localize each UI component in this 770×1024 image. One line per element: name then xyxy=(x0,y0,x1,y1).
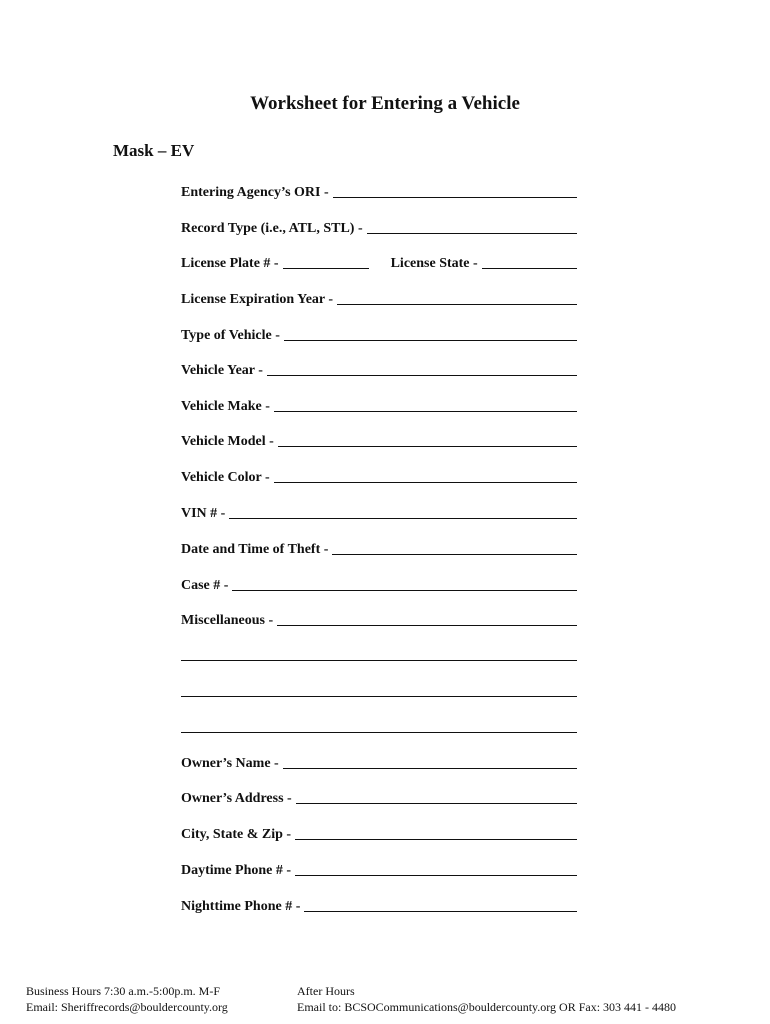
field-license-exp xyxy=(181,290,577,308)
misc-extra-line[interactable] xyxy=(181,660,577,661)
field-owner-address xyxy=(181,789,577,807)
input-line[interactable] xyxy=(295,874,577,876)
field-label: License Expiration Year - xyxy=(181,292,334,307)
after-hours-contact: Email to: BCSOCommunications@bouldercounty.org OR Fax: 303 441 - 4480 xyxy=(297,1000,677,1014)
input-line[interactable] xyxy=(267,374,577,376)
field-label: Owner’s Address - xyxy=(181,791,292,806)
field-label: Daytime Phone # - xyxy=(181,863,292,878)
field-label: Nighttime Phone # - xyxy=(181,899,301,914)
field-label: Entering Agency’s ORI - xyxy=(181,185,329,200)
field-label: Miscellaneous - xyxy=(181,613,274,628)
misc-extra-line[interactable] xyxy=(181,696,577,697)
input-line[interactable] xyxy=(304,910,577,912)
field-label: Vehicle Color - xyxy=(181,470,270,485)
field-label: Type of Vehicle - xyxy=(181,328,280,343)
business-hours: Business Hours 7:30 a.m.-5:00p.m. M-F xyxy=(26,984,221,998)
field-day-phone xyxy=(181,861,577,879)
input-line[interactable] xyxy=(274,410,577,412)
field-label: Date and Time of Theft - xyxy=(181,542,329,557)
after-hours-heading: After Hours xyxy=(297,984,355,998)
field-label: VIN # - xyxy=(181,506,226,521)
field-vin xyxy=(181,504,577,522)
input-line[interactable] xyxy=(283,767,577,769)
field-label: Vehicle Model - xyxy=(181,434,274,449)
footer-right xyxy=(297,983,676,1015)
input-line[interactable] xyxy=(277,624,577,626)
input-line[interactable] xyxy=(278,445,577,447)
input-line[interactable] xyxy=(229,517,577,519)
field-misc xyxy=(181,611,577,629)
input-line[interactable] xyxy=(232,589,577,591)
field-case xyxy=(181,576,577,594)
field-owner-name xyxy=(181,754,577,772)
field-vehicle-make xyxy=(181,397,577,415)
field-record-type xyxy=(181,219,577,237)
field-vehicle-color xyxy=(181,468,577,486)
field-label: Record Type (i.e., ATL, STL) - xyxy=(181,221,363,236)
section-heading: Mask – EV xyxy=(113,141,195,160)
field-label: License Plate # - xyxy=(181,256,279,271)
input-line[interactable] xyxy=(332,553,577,555)
input-line[interactable] xyxy=(274,481,577,483)
field-label: Vehicle Make - xyxy=(181,399,270,414)
field-label: Vehicle Year - xyxy=(181,363,263,378)
misc-extra-line[interactable] xyxy=(181,732,577,733)
field-vehicle-type xyxy=(181,326,577,344)
field-vehicle-year xyxy=(181,361,577,379)
input-line[interactable] xyxy=(284,339,577,341)
field-label: City, State & Zip - xyxy=(181,827,292,842)
field-night-phone xyxy=(181,897,577,915)
footer-left xyxy=(26,983,228,1015)
field-theft-datetime xyxy=(181,540,577,558)
input-line[interactable] xyxy=(295,838,577,840)
field-label: Owner’s Name - xyxy=(181,756,279,771)
field-city-state-zip xyxy=(181,825,577,843)
field-ori xyxy=(181,183,577,201)
field-license xyxy=(181,254,577,272)
input-line[interactable] xyxy=(337,303,577,305)
field-label: Case # - xyxy=(181,578,229,593)
input-line[interactable] xyxy=(333,196,577,198)
license-plate-line[interactable] xyxy=(283,267,369,269)
field-vehicle-model xyxy=(181,432,577,450)
license-state-line[interactable] xyxy=(482,267,577,269)
input-line[interactable] xyxy=(296,802,577,804)
page-title: Worksheet for Entering a Vehicle xyxy=(250,93,520,114)
input-line[interactable] xyxy=(367,232,577,234)
records-email: Email: Sheriffrecords@bouldercounty.org xyxy=(26,1000,228,1014)
field-label: License State - xyxy=(390,256,478,271)
